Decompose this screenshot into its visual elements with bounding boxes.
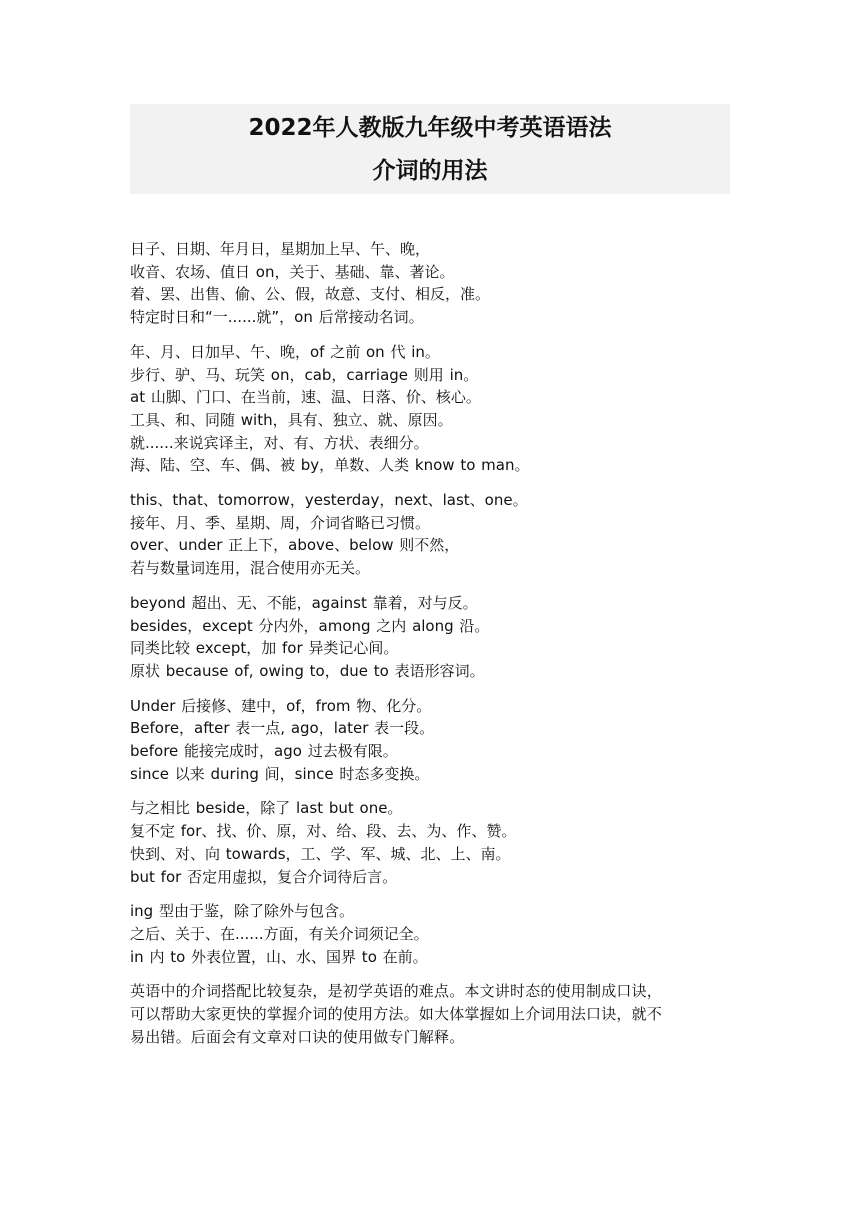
- stanza-line: at 山脚、门口、在当前，速、温、日落、价、核心。: [130, 388, 481, 407]
- stanza-line: 年、月、日加早、午、晚，of 之前 on 代 in。: [130, 342, 440, 361]
- stanza-line: 就......来说宾译主，对、有、方状、表细分。: [130, 433, 429, 452]
- stanza-line: 复不定 for、找、价、原，对、给、段、去、为、作、赞。: [130, 822, 517, 841]
- stanza-line: 同类比较 except，加 for 异类记心间。: [130, 639, 399, 658]
- stanza-line: since 以来 during 间，since 时态多变换。: [130, 764, 430, 783]
- stanza-line: Before，after 表一点, ago，later 表一段。: [130, 719, 435, 738]
- stanza-line: beyond 超出、无、不能，against 靠着，对与反。: [130, 593, 478, 612]
- stanza-line: ing 型由于鉴，除了除外与包含。: [130, 902, 354, 921]
- document-body: [130, 238, 740, 1049]
- stanza-line: 原状 because of, owing to，due to 表语形容词。: [130, 661, 485, 680]
- closing-line: 可以帮助大家更快的掌握介词的使用方法。如大体掌握如上介词用法口诀，就不: [130, 1005, 663, 1024]
- stanza-line: 海、陆、空、车、偶、被 by，单数、人类 know to man。: [130, 456, 530, 475]
- stanza-line: 着、罢、出售、偷、公、假，故意、支付、相反，准。: [130, 285, 491, 304]
- stanza-line: this、that、tomorrow，yesterday，next、last、one。: [130, 491, 528, 510]
- stanza-line: 工具、和、同随 with，具有、独立、就、原因。: [130, 410, 453, 429]
- stanza-line: 快到、对、向 towards，工、学、军、城、北、上、南。: [130, 844, 511, 863]
- stanza-line: 与之相比 beside，除了 last but one。: [130, 799, 403, 818]
- stanza-line: 若与数量词连用，混合使用亦无关。: [130, 559, 371, 578]
- stanza-line: 之后、关于、在......方面，有关介词须记全。: [130, 924, 429, 943]
- mnemonic-stanza-6: [130, 797, 740, 888]
- closing-paragraph: [130, 980, 740, 1049]
- closing-line: 易出错。后面会有文章对口诀的使用做专门解释。: [130, 1028, 465, 1047]
- stanza-line: 接年、月、季、星期、周，介词省略已习惯。: [130, 513, 431, 532]
- stanza-line: in 内 to 外表位置，山、水、国界 to 在前。: [130, 947, 428, 966]
- mnemonic-stanza-1: [130, 238, 740, 329]
- stanza-line: besides，except 分内外，among 之内 along 沿。: [130, 616, 490, 635]
- mnemonic-stanza-4: [130, 592, 740, 683]
- stanza-line: but for 否定用虚拟，复合介词待后言。: [130, 867, 398, 886]
- stanza-line: before 能接完成时，ago 过去极有限。: [130, 742, 398, 761]
- stanza-line: 收音、农场、值日 on，关于、基础、靠、著论。: [130, 262, 455, 281]
- stanza-line: 日子、日期、年月日，星期加上早、午、晚，: [130, 240, 431, 258]
- stanza-line: over、under 正上下，above、below 则不然，: [130, 536, 460, 555]
- title-block: [130, 104, 730, 194]
- mnemonic-stanza-3: [130, 489, 740, 580]
- mnemonic-stanza-5: [130, 695, 740, 786]
- mnemonic-stanza-2: [130, 341, 740, 477]
- stanza-line: Under 后接修、建中，of，from 物、化分。: [130, 696, 432, 715]
- mnemonic-stanza-7: [130, 900, 740, 968]
- stanza-line: 特定时日和“一......就”，on 后常接动名词。: [130, 308, 424, 327]
- closing-line: 英语中的介词搭配比较复杂，是初学英语的难点。本文讲时态的使用制成口诀，: [130, 982, 663, 1001]
- stanza-line: 步行、驴、马、玩笑 on，cab，carriage 则用 in。: [130, 365, 479, 384]
- document-subtitle: 介词的用法: [372, 158, 488, 184]
- document-title: 2022年人教版九年级中考英语语法: [248, 115, 612, 141]
